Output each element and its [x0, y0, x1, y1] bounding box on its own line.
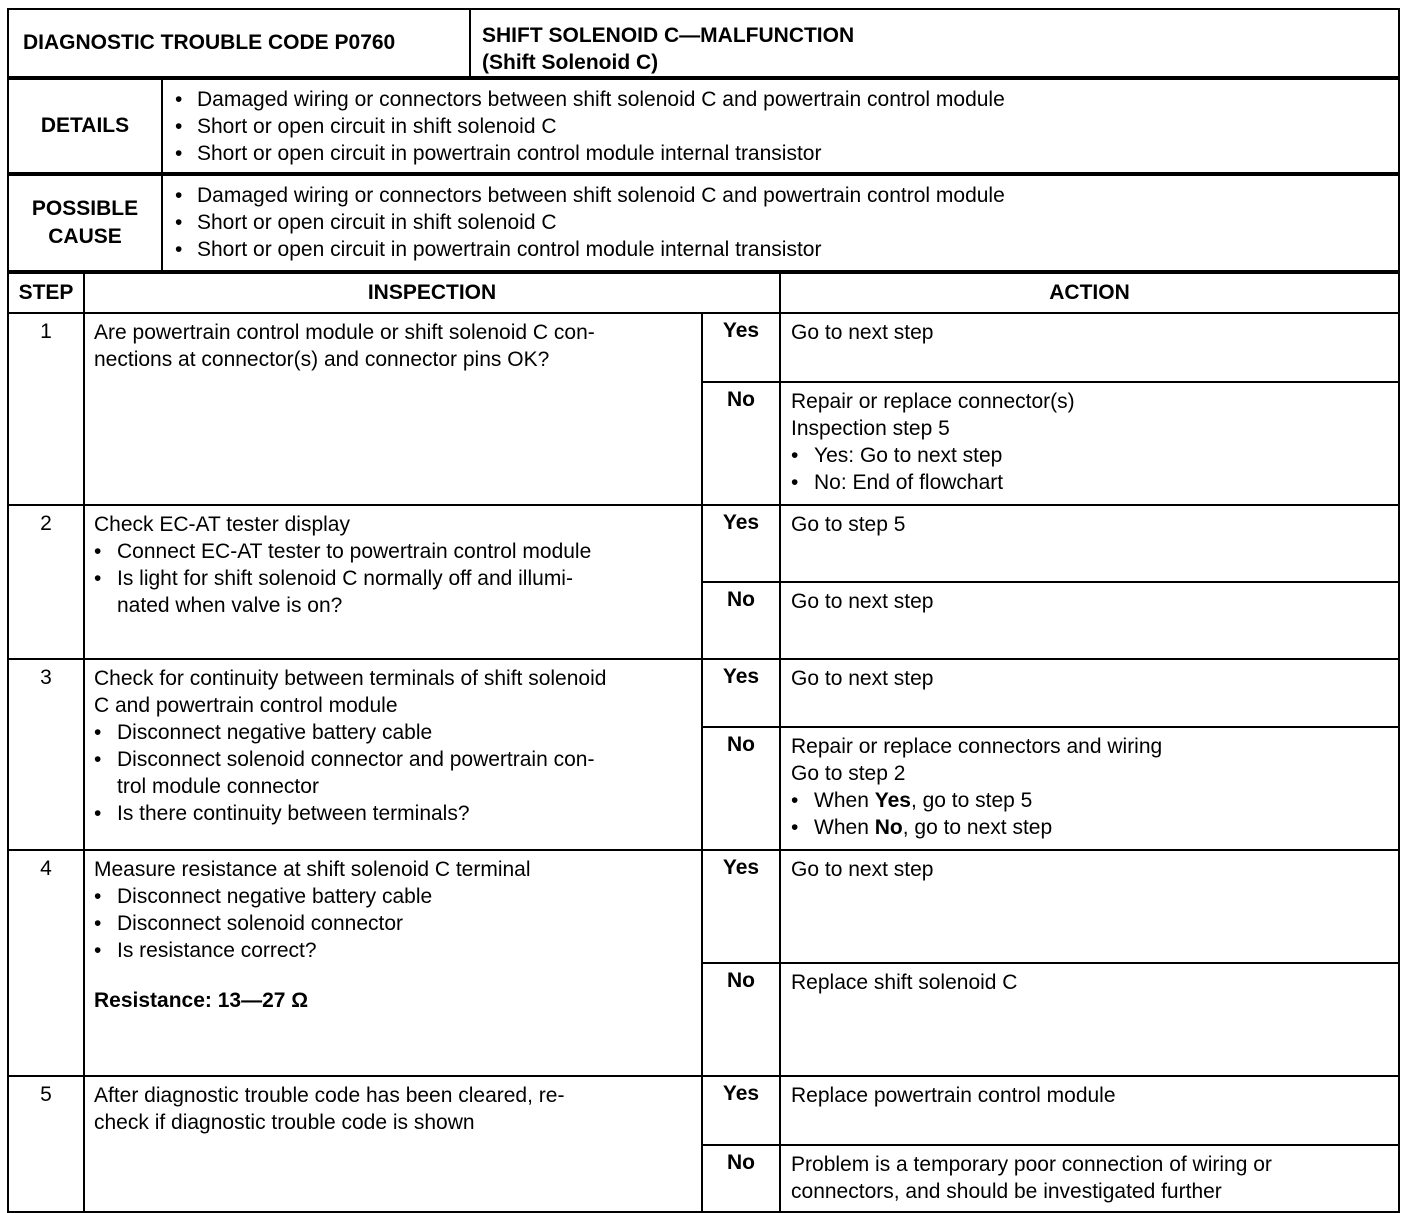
bullet-icon: • — [94, 802, 102, 825]
list-item: • Damaged wiring or connectors between shift solenoid C and powertrain control module — [175, 184, 1005, 207]
possible-cause-list — [162, 175, 1399, 271]
step-inspection: Are powertrain control module or shift solenoid C con- nections at connector(s) and connector pins OK? — [84, 313, 702, 505]
table-row — [8, 659, 1399, 727]
step-number: 4 — [8, 850, 84, 1076]
list-item: • Disconnect solenoid connector — [94, 912, 404, 935]
yes-action: Replace powertrain control module — [780, 1076, 1399, 1145]
header-table — [7, 8, 1400, 78]
yes-action: Go to next step — [780, 659, 1399, 727]
bullet-icon: • — [175, 115, 183, 138]
bullet-icon: • — [791, 816, 799, 839]
list-item: • When No, go to next step — [791, 816, 1053, 839]
possible-cause-label: POSSIBLE CAUSE — [8, 175, 162, 271]
list-item: • When Yes, go to step 5 — [791, 789, 1033, 812]
table-row — [8, 313, 1399, 382]
yes-action: Go to step 5 — [780, 505, 1399, 582]
list-item: • Short or open circuit in powertrain control module internal transistor — [175, 238, 822, 261]
yes-label: Yes — [702, 659, 780, 727]
bullet-icon: • — [94, 721, 102, 744]
yes-label: Yes — [702, 505, 780, 582]
bullet-icon: • — [791, 789, 799, 812]
yes-label: Yes — [702, 1076, 780, 1145]
list-item: • Short or open circuit in shift solenoid C — [175, 211, 557, 234]
step-inspection: Measure resistance at shift solenoid C terminal • Disconnect negative battery cable • Disconnect solenoid connector • Is resistance correct? Resistance: 13—27 Ω — [84, 850, 702, 1076]
column-header-inspection: INSPECTION — [84, 273, 780, 313]
no-label: No — [702, 382, 780, 505]
yes-action: Go to next step — [780, 313, 1399, 382]
column-header-step: STEP — [8, 273, 84, 313]
bullet-icon: • — [175, 142, 183, 165]
details-table — [7, 78, 1400, 174]
list-item: • Damaged wiring or connectors between shift solenoid C and powertrain control module — [175, 88, 1005, 111]
steps-table — [7, 272, 1400, 1213]
bullet-icon: • — [175, 238, 183, 261]
bullet-icon: • — [94, 885, 102, 908]
no-label: No — [702, 963, 780, 1076]
list-item: • Yes: Go to next step — [791, 444, 1003, 467]
bullet-icon: • — [94, 912, 102, 935]
bullet-icon: • — [791, 444, 799, 467]
details-list — [162, 79, 1399, 173]
list-item: • Disconnect solenoid connector and powertrain con- — [94, 748, 595, 771]
yes-action: Go to next step — [780, 850, 1399, 963]
no-action: Replace shift solenoid C — [780, 963, 1399, 1076]
bullet-icon: • — [175, 88, 183, 111]
no-action: Problem is a temporary poor connection of wiring or connectors, and should be investigated further — [780, 1145, 1399, 1212]
list-item-continued: nated when valve is on? — [117, 594, 343, 617]
list-item: • Is there continuity between terminals? — [94, 802, 470, 825]
bullet-icon: • — [175, 184, 183, 207]
step-number: 2 — [8, 505, 84, 659]
no-label: No — [702, 727, 780, 850]
list-item: • Disconnect negative battery cable — [94, 885, 433, 908]
list-item-continued: trol module connector — [117, 775, 319, 798]
dtc-code-title: DIAGNOSTIC TROUBLE CODE P0760 — [8, 9, 470, 77]
fault-title — [470, 9, 1399, 77]
table-row — [8, 505, 1399, 582]
list-item: • Connect EC-AT tester to powertrain control module — [94, 540, 592, 563]
details-label: DETAILS — [8, 79, 162, 173]
no-label: No — [702, 582, 780, 659]
column-header-action: ACTION — [780, 273, 1399, 313]
yes-label: Yes — [702, 850, 780, 963]
table-row — [8, 850, 1399, 963]
list-item: • Is resistance correct? — [94, 939, 317, 962]
step-number: 1 — [8, 313, 84, 505]
list-item: • No: End of flowchart — [791, 471, 1004, 494]
no-label: No — [702, 1145, 780, 1212]
fault-title-line2: (Shift Solenoid C) — [482, 51, 659, 74]
step-number: 5 — [8, 1076, 84, 1212]
bullet-icon: • — [94, 540, 102, 563]
bullet-icon: • — [175, 211, 183, 234]
list-item: • Disconnect negative battery cable — [94, 721, 433, 744]
bullet-icon: • — [791, 471, 799, 494]
list-item: • Short or open circuit in powertrain control module internal transistor — [175, 142, 822, 165]
list-item: • Short or open circuit in shift solenoid C — [175, 115, 557, 138]
dtc-document — [7, 8, 1400, 1213]
no-action: Repair or replace connectors and wiring Go to step 2 • When Yes, go to step 5 • When No, go to next step — [780, 727, 1399, 850]
yes-label: Yes — [702, 313, 780, 382]
resistance-spec: Resistance: 13—27 Ω — [94, 989, 309, 1012]
list-item: • Is light for shift solenoid C normally off and illumi- — [94, 567, 573, 590]
no-action: Repair or replace connector(s) Inspection step 5 • Yes: Go to next step • No: End of flowchart — [780, 382, 1399, 505]
fault-title-line1: SHIFT SOLENOID C—MALFUNCTION — [482, 24, 855, 47]
step-inspection: After diagnostic trouble code has been cleared, re- check if diagnostic trouble code is shown — [84, 1076, 702, 1212]
step-number: 3 — [8, 659, 84, 850]
step-inspection: Check for continuity between terminals of shift solenoid C and powertrain control module • Disconnect negative battery cable • Disconnect solenoid connector and powertrain con- trol module connector • Is there continuity between terminals? — [84, 659, 702, 850]
possible-cause-table — [7, 174, 1400, 272]
bullet-icon: • — [94, 748, 102, 771]
table-row — [8, 1076, 1399, 1145]
step-inspection: Check EC-AT tester display • Connect EC-AT tester to powertrain control module • Is light for shift solenoid C normally off and illumi- nated when valve is on? — [84, 505, 702, 659]
no-action: Go to next step — [780, 582, 1399, 659]
bullet-icon: • — [94, 939, 102, 962]
bullet-icon: • — [94, 567, 102, 590]
